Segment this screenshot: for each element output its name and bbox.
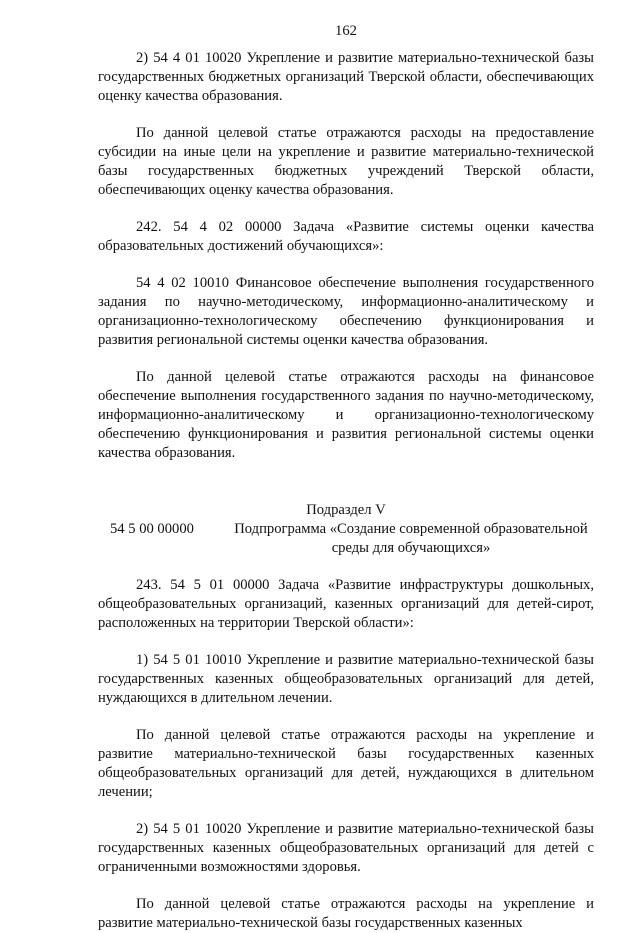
paragraph-description-3: По данной целевой статье отражаются расходы на укрепление и развитие материально-технической базы государственных казенных общеобразовательных организаций для детей, нуждающихся в длительном лечении; bbox=[98, 727, 594, 800]
paragraph-task-242: 242. 54 4 02 00000 Задача «Развитие системы оценки качества образовательных достижений обучающихся»: bbox=[98, 219, 594, 254]
subsection-heading: Подраздел V bbox=[306, 502, 386, 518]
subprogram-code: 54 5 00 00000 bbox=[110, 521, 194, 537]
page-number: 162 bbox=[335, 23, 357, 39]
paragraph-description-1: По данной целевой статье отражаются расходы на предоставление субсидии на иные цели на укрепление и развитие материально-технической базы государственных бюджетных учреждений Тверской области, обеспечивающих оценку качества образования. bbox=[98, 125, 594, 198]
paragraph-item-2-54-4-01-10020: 2) 54 4 01 10020 Укрепление и развитие материально-технической базы государственных бюджетных организаций Тверской области, обеспечивающих оценку качества образования. bbox=[98, 50, 594, 104]
paragraph-description-2: По данной целевой статье отражаются расходы на финансовое обеспечение выполнения государственного задания по научно-методическому, информационно-аналитическому и организационно-технологическому обеспечению функционирования и развития региональной системы оценки качества образования. bbox=[98, 369, 594, 461]
paragraph-description-4: По данной целевой статье отражаются расходы на укрепление и развитие материально-технической базы государственных казенных bbox=[98, 896, 594, 931]
paragraph-task-243: 243. 54 5 01 00000 Задача «Развитие инфраструктуры дошкольных, общеобразовательных организаций, казенных организаций для детей-сирот, расположенных на территории Тверской области»: bbox=[98, 577, 594, 631]
paragraph-item-54-4-02-10010: 54 4 02 10010 Финансовое обеспечение выполнения государственного задания по научно-методическому, информационно-аналитическому и организационно-технологическому обеспечению функционирования и развития региональной системы оценки качества образования. bbox=[98, 275, 594, 348]
subprogram-heading bbox=[98, 520, 594, 558]
subprogram-title: Подпрограмма «Создание современной образовательной среды для обучающихся» bbox=[234, 521, 588, 556]
paragraph-item-2-54-5-01-10020: 2) 54 5 01 10020 Укрепление и развитие материально-технической базы государственных казенных общеобразовательных организаций для детей с ограниченными возможностями здоровья. bbox=[98, 821, 594, 875]
paragraph-item-1-54-5-01-10010: 1) 54 5 01 10010 Укрепление и развитие материально-технической базы государственных казенных общеобразовательных организаций для детей, нуждающихся в длительном лечении. bbox=[98, 652, 594, 706]
